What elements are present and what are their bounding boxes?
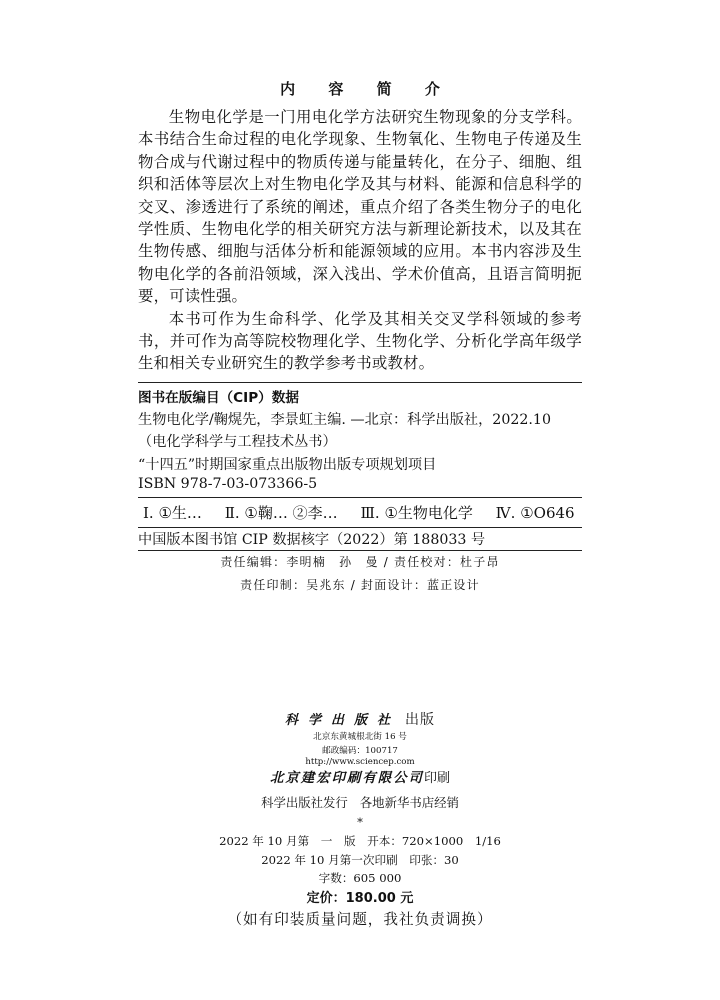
cip-series-line: （电化学科学与工程技术丛书） [138, 434, 337, 450]
price: 定价：180.00 元 [306, 891, 414, 906]
cip-bottom-rule [138, 550, 582, 551]
intro-paragraph-2: 本书可作为生命科学、化学及其相关交叉学科领域的参考书，并可作为高等院校物理化学、生物化学、分析化学高年级学生和相关专业研究生的教学参考书或教材。 [138, 309, 582, 373]
cip-class-2: Ⅱ. ①鞠… ②李… [224, 504, 338, 522]
distribution-publisher: 科学出版社发行 [261, 795, 348, 810]
distribution-line [0, 793, 720, 811]
cip-mid-rule [138, 497, 582, 498]
publisher-postcode: 邮政编码：100717 [322, 746, 398, 756]
printer-name: 北京建宏印刷有限公司 [270, 771, 424, 786]
edition-line: 2022 年 10 月第 一 版 开本：720×1000 1/16 [219, 834, 501, 848]
cip-class-1: Ⅰ. ①生… [143, 504, 202, 522]
page-title: 内 容 简 介 [280, 80, 454, 98]
publisher-url: http://www.sciencep.com [305, 757, 415, 767]
word-count: 字数：605 000 [318, 871, 402, 885]
credits-production: 责任印制：吴兆东 / 封面设计：蓝正设计 [240, 578, 480, 592]
publisher-suffix: 出版 [405, 712, 436, 728]
cip-heading: 图书在版编目（CIP）数据 [138, 390, 299, 406]
printing-line: 2022 年 10 月第一次印刷 印张：30 [261, 853, 459, 867]
separator-star: * [357, 815, 363, 829]
printer-suffix: 印刷 [423, 771, 450, 786]
distribution-sellers: 各地新华书店经销 [359, 795, 459, 810]
cip-class-4: Ⅳ. ①O646 [495, 504, 575, 522]
cip-isbn: ISBN 978-7-03-073366-5 [138, 476, 318, 492]
cip-lower-rule [138, 527, 582, 528]
cip-classification [143, 502, 575, 523]
quality-notice: （如有印装质量问题，我社负责调换） [227, 911, 493, 928]
credits-editors: 责任编辑：李明楠 孙 曼 / 责任校对：杜子昂 [220, 555, 500, 569]
cip-title-line: 生物电化学/鞠熀先，李景虹主编. —北京：科学出版社，2022.10 [138, 412, 551, 428]
publisher-line [0, 709, 720, 729]
cip-top-rule [138, 382, 582, 383]
cip-project-line: “十四五”时期国家重点出版物出版专项规划项目 [138, 457, 437, 473]
intro-paragraph-1: 生物电化学是一门用电化学方法研究生物现象的分支学科。本书结合生命过程的电化学现象、生物氧化、生物电子传递及生物合成与代谢过程中的物质传递与能量转化，在分子、细胞、组织和活体等层次上对生物电化学及其与材料、能源和信息科学的交叉、渗透进行了系统的阐述，重点介绍了各类生物分子的电化学性质、生物电化学的相关研究方法与新理论新技术，以及其在生物传感、细胞与活体分析和能源领域的应用。本书内容涉及生物电化学的各前沿领域，深入浅出、学术价值高，且语言简明扼要，可读性强。 [138, 108, 582, 306]
publisher-name: 科学出版社 [284, 713, 400, 728]
cip-number: 中国版本图书馆 CIP 数据核字（2022）第 188033 号 [138, 532, 486, 548]
intro-body [138, 106, 582, 375]
publisher-address: 北京东黄城根北街 16 号 [313, 732, 407, 742]
cip-class-3: Ⅲ. ①生物电化学 [360, 504, 473, 522]
printer-line [0, 767, 720, 786]
